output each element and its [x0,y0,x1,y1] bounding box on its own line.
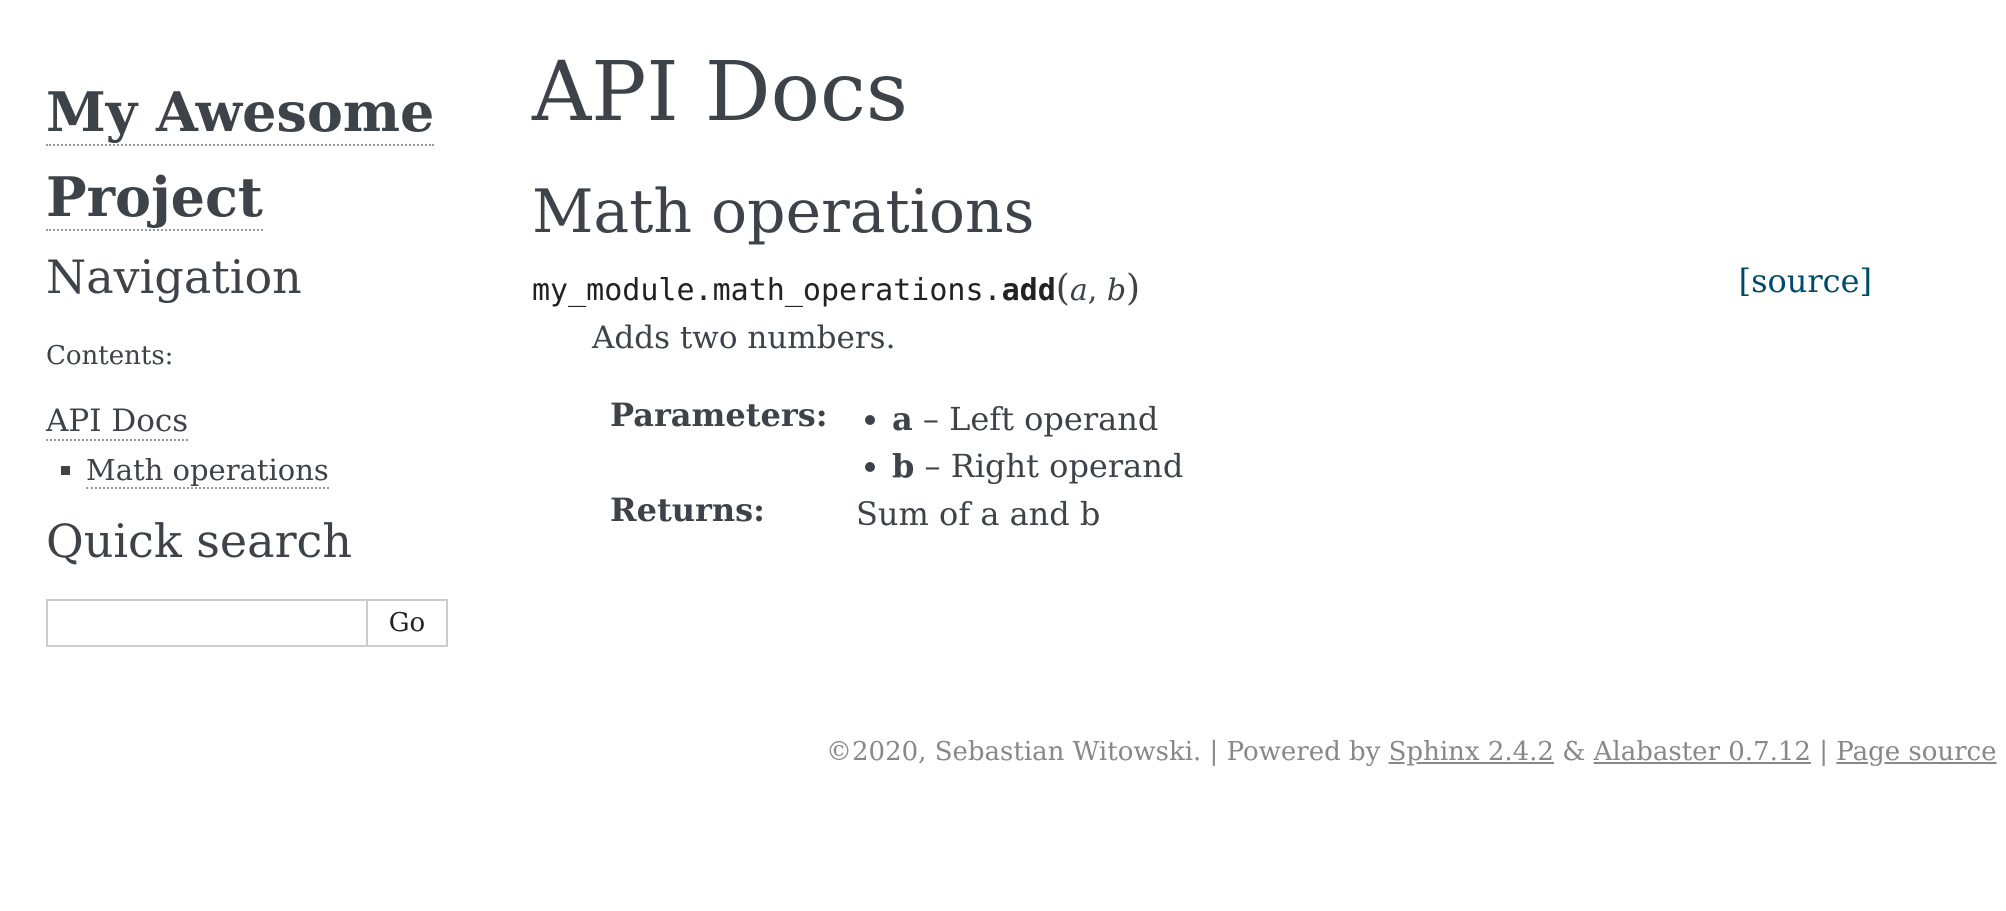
signature-separator: , [1087,273,1107,309]
signature-function-name: add [1001,273,1056,309]
page-source-link[interactable]: Page source [1836,737,1997,767]
param-b-desc: – Right operand [914,446,1184,485]
toc-link-math-operations[interactable]: Math operations [86,453,329,488]
contents-caption: Contents: [46,341,174,372]
footer-copyright: ©2020, Sebastian Witowski. | Powered by [826,737,1389,767]
signature-close-paren: ) [1126,268,1141,310]
sphinx-link[interactable]: Sphinx 2.4.2 [1388,737,1554,767]
parameter-item [892,396,1183,442]
returns-row [610,491,1872,537]
param-a-name: a [892,400,913,439]
parameters-row [610,396,1872,489]
logo-link-line2[interactable]: Project [46,165,263,229]
quick-search-heading: Quick search [46,513,352,568]
source-link[interactable]: [source] [1738,262,1872,301]
parameters-label: Parameters: [610,396,828,435]
function-signature [532,262,1872,316]
footer-ampersand: & [1553,737,1594,767]
navigation-heading: Navigation [46,250,302,304]
alabaster-link[interactable]: Alabaster 0.7.12 [1593,737,1811,767]
signature-param-a: a [1069,273,1088,309]
function-description: Adds two numbers. [592,320,896,357]
param-a-desc: – Left operand [912,400,1159,439]
search-go-button[interactable]: Go [366,599,448,647]
page-title: API Docs [532,45,908,140]
signature-module: my_module.math_operations. [532,273,1002,309]
param-b-name: b [892,446,915,485]
returns-label: Returns: [610,491,765,530]
toc-list-item [86,453,466,488]
footer [826,737,1997,767]
signature-param-b: b [1106,273,1127,309]
sidebar [46,70,466,647]
signature-open-paren: ( [1055,268,1070,310]
toc-link-api-docs[interactable]: API Docs [46,403,189,440]
project-logo [46,70,466,240]
field-list [610,396,1872,537]
toc-list [46,453,466,488]
parameters-list [856,396,1183,489]
parameter-item [892,443,1183,489]
logo-link-line1[interactable]: My Awesome [46,80,435,144]
parameters-body [856,396,1183,489]
section-title: Math operations [532,177,1035,248]
returns-value: Sum of a and b [856,495,1101,534]
search-input[interactable] [46,599,366,647]
search-form [46,599,466,647]
main-content [532,44,1872,538]
footer-separator: | [1810,737,1837,767]
